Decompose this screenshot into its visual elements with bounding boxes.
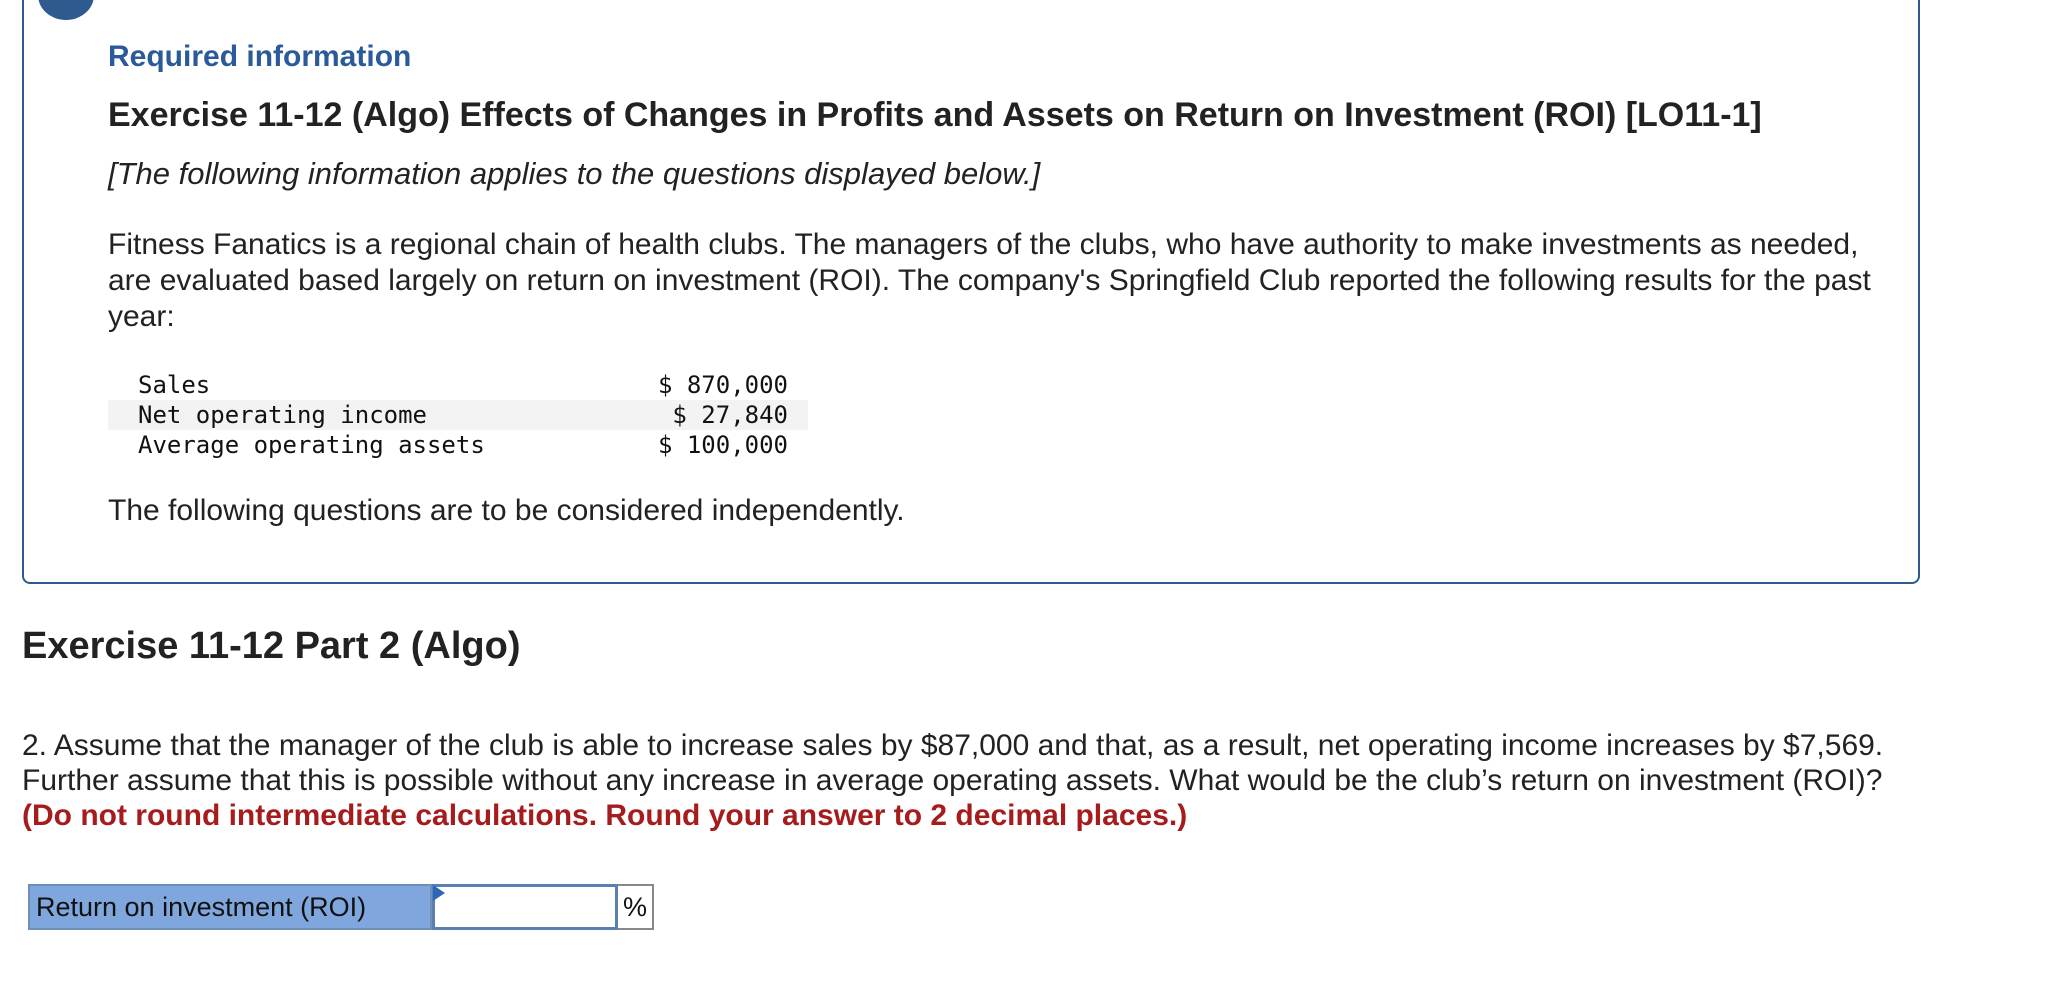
info-badge-icon: [38, 0, 94, 20]
rounding-instruction: (Do not round intermediate calculations. Round your answer to 2 decimal places.): [22, 799, 1188, 832]
answer-input-cell[interactable]: [432, 884, 618, 930]
question-text: [22, 728, 1922, 833]
table-row: [108, 430, 808, 460]
required-information-heading: Required information: [108, 40, 412, 73]
answer-label: Return on investment (ROI): [28, 884, 432, 930]
applies-note: [The following information applies to the questions displayed below.]: [108, 156, 1041, 191]
row-value: $ 870,000: [657, 371, 788, 399]
roi-answer-input[interactable]: [435, 887, 615, 927]
row-label: Net operating income: [108, 400, 608, 430]
exercise-title: Exercise 11-12 (Algo) Effects of Changes in Profits and Assets on Return on Investment (ROI) [LO11-1]: [108, 96, 1762, 134]
row-label: Average operating assets: [138, 431, 485, 459]
table-row: [108, 370, 808, 400]
question-body: 2. Assume that the manager of the club is able to increase sales by $87,000 and that, as a result, net operating income increases by $7,569. Further assume that this is possible without any increase in average operating assets. What would be the club’s return on investment (ROI)?: [22, 729, 1884, 797]
answer-row: [28, 884, 654, 930]
row-value: $ 27,840: [608, 400, 808, 430]
table-row: [108, 400, 808, 430]
row-label: Sales: [138, 371, 211, 399]
row-value: $ 100,000: [657, 431, 788, 459]
intro-paragraph: Fitness Fanatics is a regional chain of health clubs. The managers of the clubs, who have authority to make investments as needed, are evaluated based largely on return on investment (ROI). The company's Springfield Club reported the following results for the past year:: [108, 228, 1871, 333]
percent-unit: %: [618, 884, 654, 930]
flag-icon: [433, 885, 445, 901]
financial-data-table: [108, 370, 808, 460]
independent-note: The following questions are to be considered independently.: [108, 494, 905, 527]
part-title: Exercise 11-12 Part 2 (Algo): [22, 625, 521, 667]
